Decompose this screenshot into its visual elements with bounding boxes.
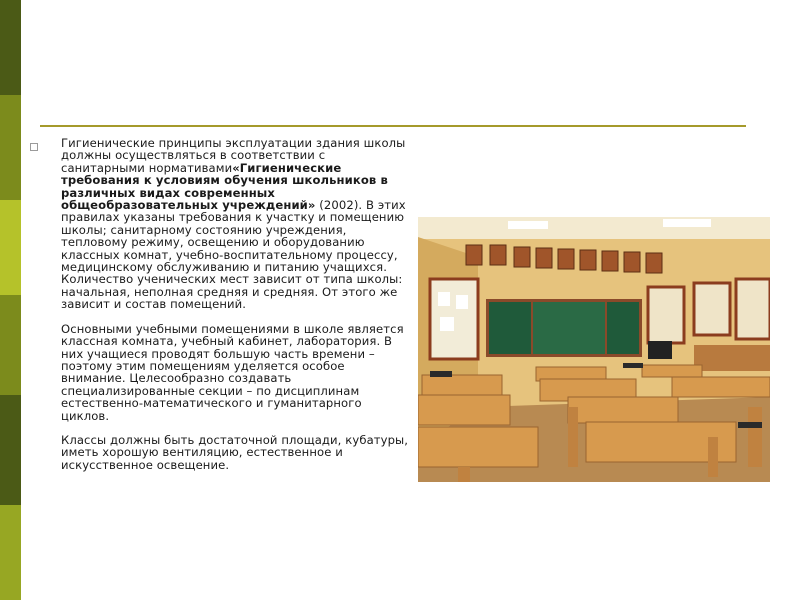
body-text xyxy=(61,137,409,483)
paragraph-3: Классы должны быть достаточной площади, кубатуры, иметь хорошую вентиляцию, естественное и искусственное освещение. xyxy=(61,432,409,472)
left-accent-bar xyxy=(0,0,21,600)
title-divider-line xyxy=(40,125,746,127)
paragraph-1: Гигиенические принципы эксплуатации здания школы должны осуществляться в соответствии с санитарными нормативами«Гигиенические требования к условиям обучения школьников в различных видах современных общеобразовательных учреждений» (2002). В этих правилах указаны требования к участку и помещению школы; санитарному состоянию учреждения, тепловому режиму, освещению и оборудованию классных комнат, учебно-воспитательному процессу, медицинскому обслуживанию и питанию учащихся. Количество ученических мест зависит от типа школы: начальная, неполная средняя и средняя. От этого же зависит и состав помещений. xyxy=(61,136,406,312)
paragraph-2: Основными учебными помещениями в школе является классная комната, учебный кабинет, лаборатория. В них учащиеся проводят большую часть времени – поэтому этим помещениям уделяется особое внимание. Целесообразно создавать специализированные секции – по дисциплинам естественно-математического и гуманитарного циклов. xyxy=(61,321,404,423)
document-title-bold: «Гигиенические требования к условиям обучения школьников в различных видах современных общеобразовательных учреждений» xyxy=(61,160,388,213)
classroom-photo xyxy=(418,217,770,482)
bullet-icon xyxy=(30,143,38,151)
